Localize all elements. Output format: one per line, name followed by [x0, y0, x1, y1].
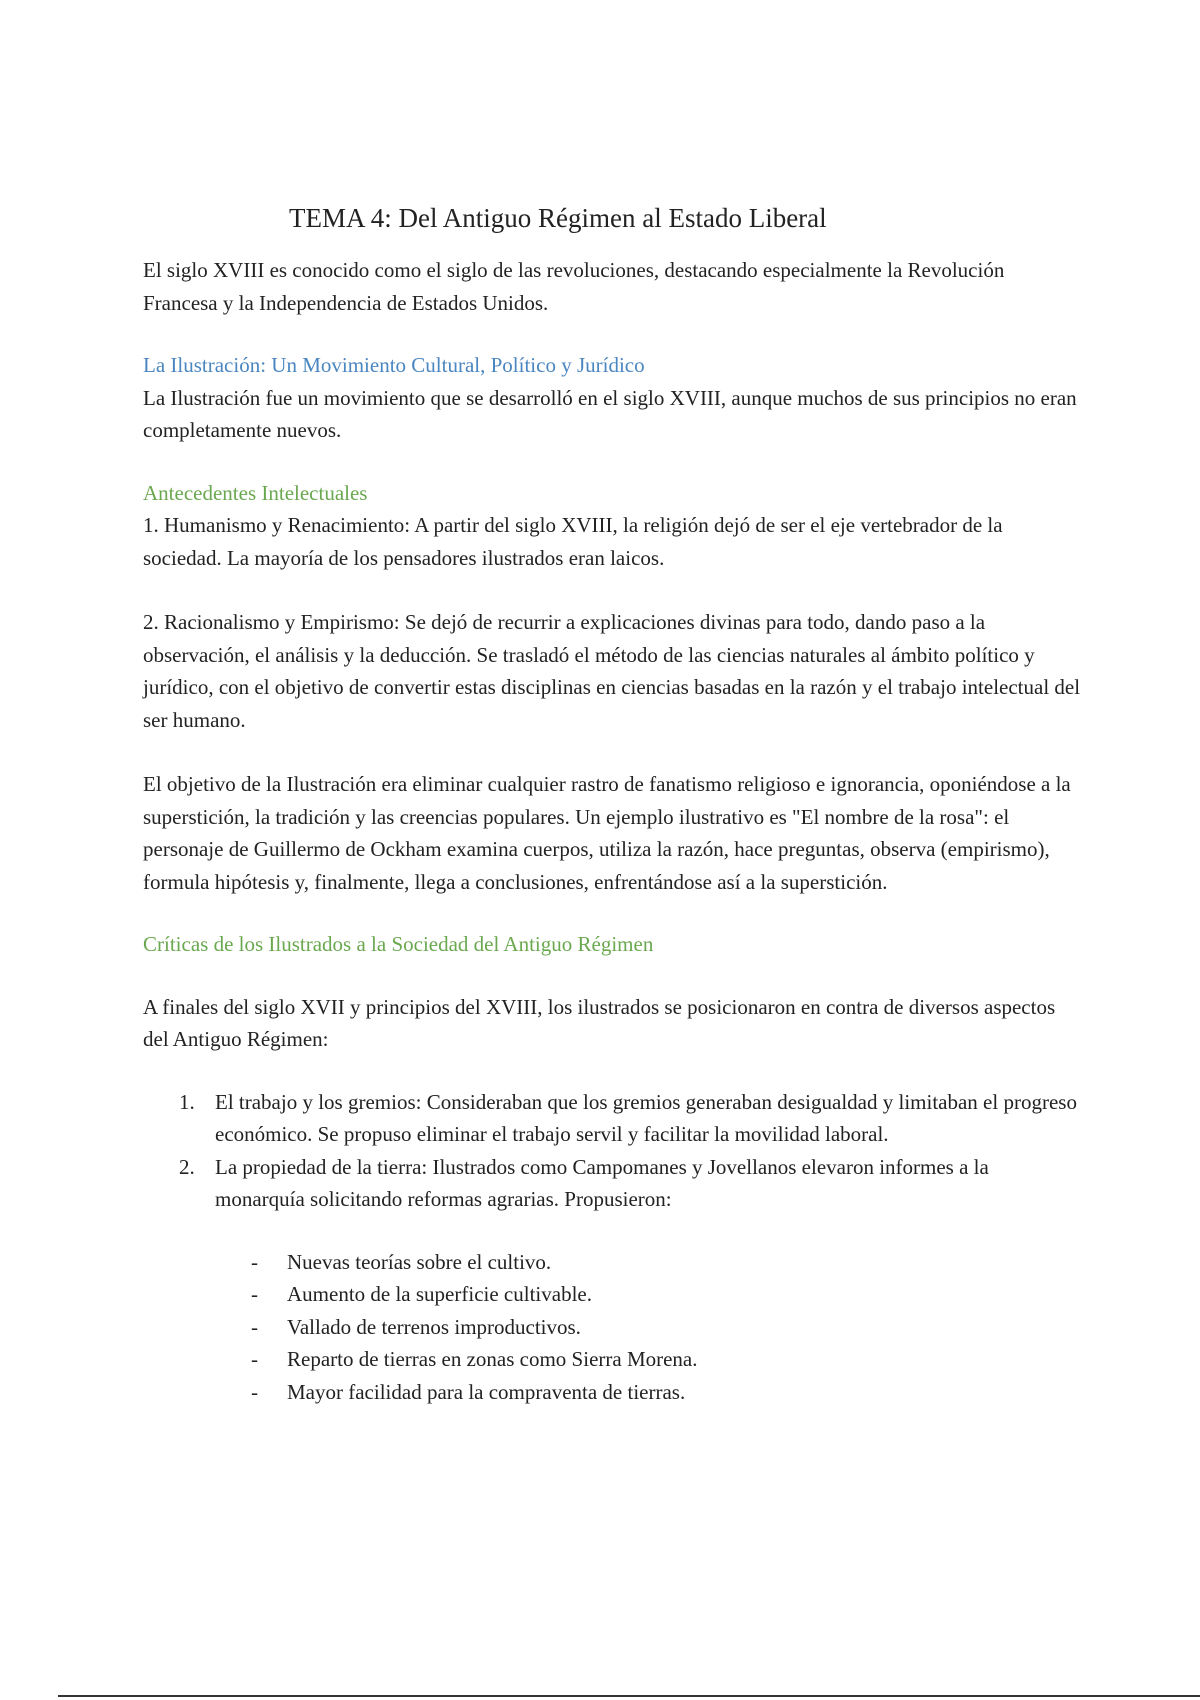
- list-item-number: 1.: [179, 1089, 195, 1114]
- list-item: [143, 1151, 1083, 1216]
- list-item-number: 2.: [179, 1154, 195, 1179]
- dash-bullet: -: [251, 1282, 258, 1306]
- list-item-text: La propiedad de la tierra: Ilustrados como Campomanes y Jovellanos elevaron informes a la monarquía solicitando reformas agrarias. Propusieron:: [215, 1154, 989, 1211]
- document-content: [143, 198, 1083, 1408]
- list-item-text: Mayor facilidad para la compraventa de tierras.: [287, 1379, 686, 1404]
- list-item: [143, 1311, 1083, 1344]
- list-item-text: Nuevas teorías sobre el cultivo.: [287, 1249, 552, 1274]
- list-item: [143, 1246, 1083, 1279]
- section-heading-antecedentes: Antecedentes Intelectuales: [143, 480, 368, 505]
- criticas-numbered-list: [143, 1086, 1083, 1216]
- list-item: [143, 1086, 1083, 1151]
- objetivo-paragraph: El objetivo de la Ilustración era eliminar cualquier rastro de fanatismo religioso e ignorancia, oponiéndose a la superstición, la tradición y las creencias populares. Un ejemplo ilustrativo es "El nombre de la rosa": el personaje de Guillermo de Ockham examina cuerpos, utiliza la razón, hace preguntas, observa (empirismo), formula hipótesis y, finalmente, llega a conclusiones, enfrentándose así a la superstición.: [143, 772, 1071, 894]
- list-item-text: Aumento de la superficie cultivable.: [287, 1282, 592, 1306]
- list-item-text: El trabajo y los gremios: Consideraban que los gremios generaban desigualdad y limitaban el progreso económico. Se propuso eliminar el trabajo servil y facilitar la movilidad laboral.: [215, 1089, 1077, 1146]
- propuestas-dash-list: [143, 1246, 1083, 1409]
- section-heading-ilustracion: La Ilustración: Un Movimiento Cultural, Político y Jurídico: [143, 353, 645, 377]
- intro-paragraph: El siglo XVIII es conocido como el siglo de las revoluciones, destacando especialmente la Revolución Francesa y la Independencia de Estados Unidos.: [143, 258, 1005, 315]
- list-item: [143, 1376, 1083, 1409]
- list-item: [143, 1343, 1083, 1376]
- humanismo-paragraph: 1. Humanismo y Renacimiento: A partir del siglo XVIII, la religión dejó de ser el eje vertebrador de la sociedad. La mayoría de los pensadores ilustrados eran laicos.: [143, 513, 1003, 570]
- bottom-divider: [58, 1695, 1200, 1697]
- page-title: TEMA 4: Del Antiguo Régimen al Estado Liberal: [289, 203, 827, 233]
- dash-bullet: -: [251, 1347, 258, 1371]
- dash-bullet: -: [251, 1249, 258, 1274]
- list-item: [143, 1278, 1083, 1311]
- list-item-text: Vallado de terrenos improductivos.: [287, 1314, 581, 1339]
- ilustracion-paragraph: La Ilustración fue un movimiento que se desarrolló en el siglo XVIII, aunque muchos de sus principios no eran completamente nuevos.: [143, 385, 1077, 442]
- section-heading-criticas: Críticas de los Ilustrados a la Sociedad del Antiguo Régimen: [143, 932, 654, 956]
- criticas-intro-paragraph: A finales del siglo XVII y principios del XVIII, los ilustrados se posicionaron en contra de diversos aspectos del Antiguo Régimen:: [143, 994, 1056, 1051]
- dash-bullet: -: [251, 1314, 258, 1339]
- list-item-text: Reparto de tierras en zonas como Sierra Morena.: [287, 1347, 698, 1371]
- dash-bullet: -: [251, 1379, 258, 1404]
- racionalismo-paragraph: 2. Racionalismo y Empirismo: Se dejó de recurrir a explicaciones divinas para todo, dando paso a la observación, el análisis y la deducción. Se trasladó el método de las ciencias naturales al ámbito político y jurídico, con el objetivo de convertir estas disciplinas en ciencias basadas en la razón y el trabajo intelectual del ser humano.: [143, 610, 1081, 732]
